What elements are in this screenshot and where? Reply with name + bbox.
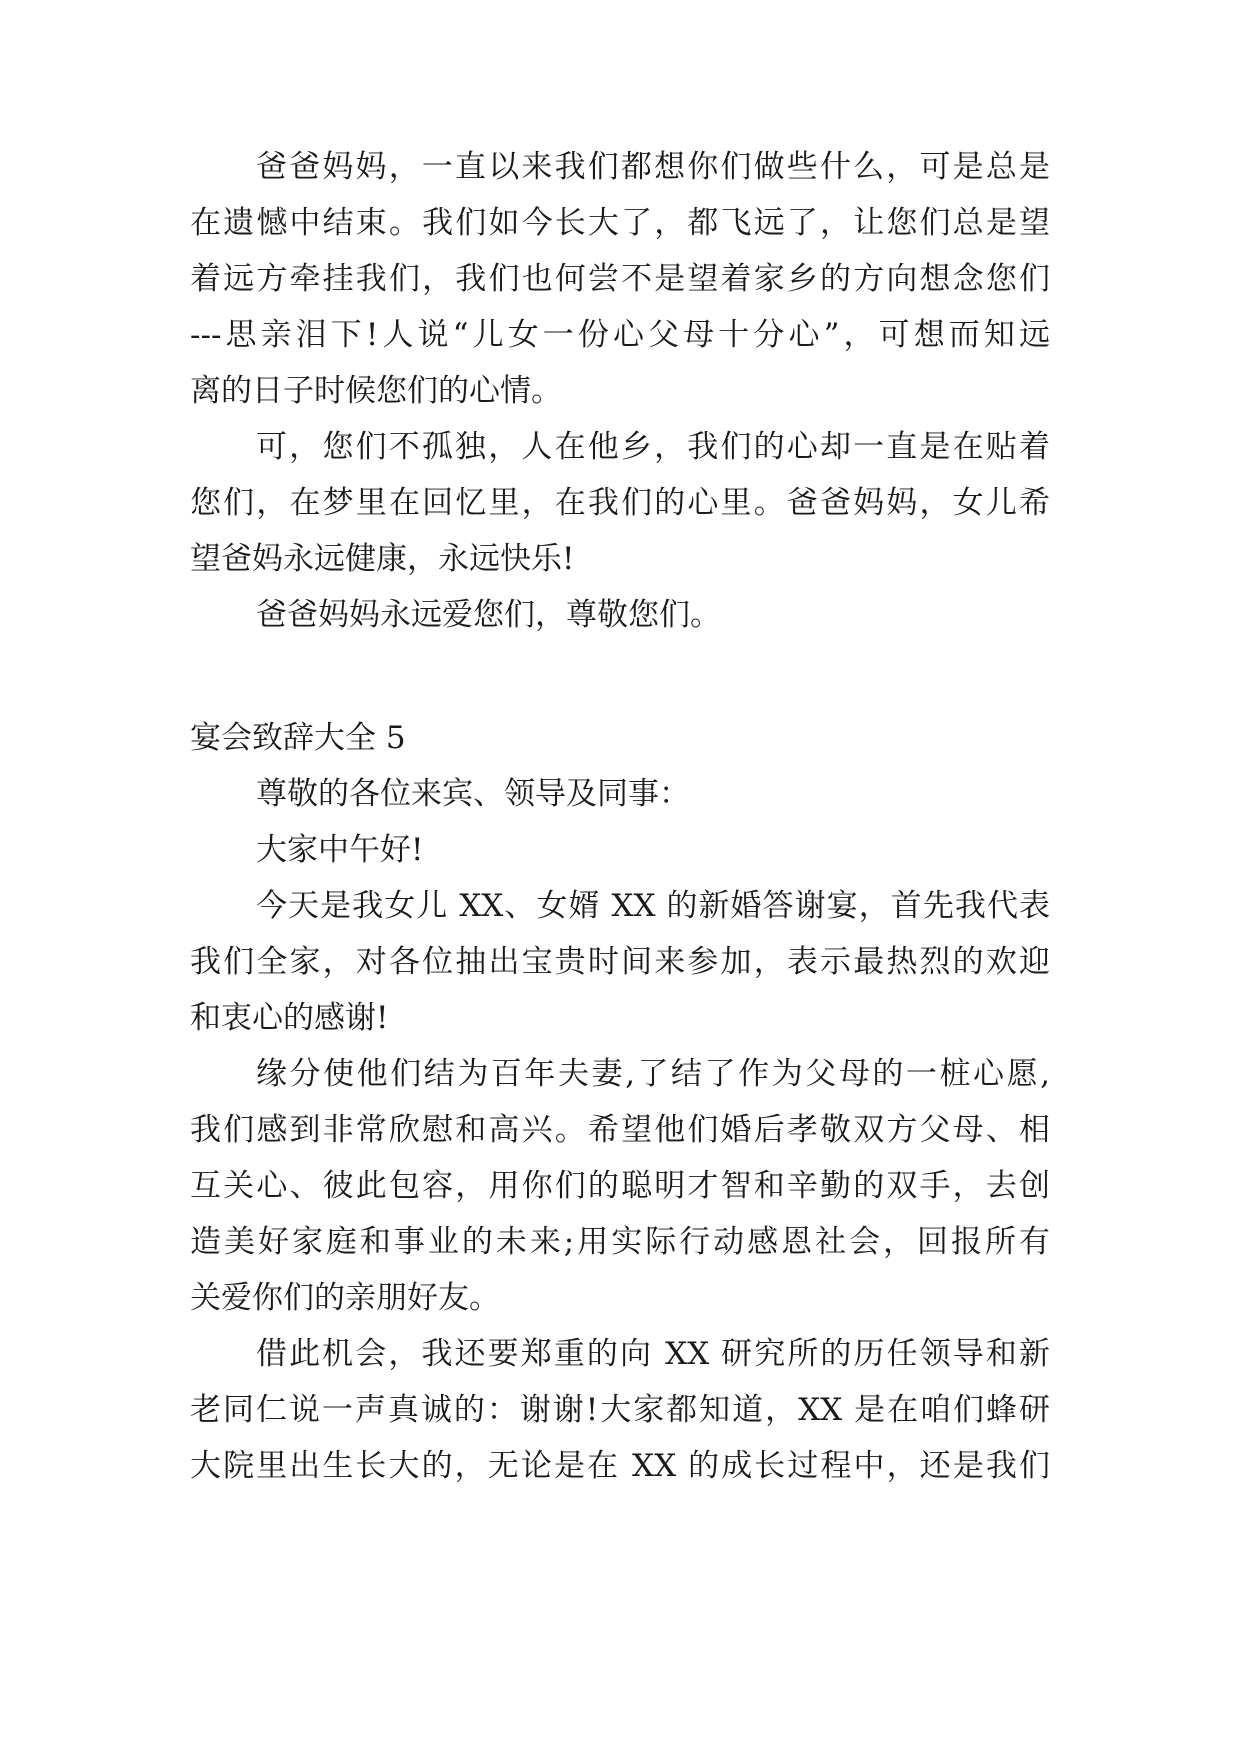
paragraph-line: 我们全家，对各位抽出宝贵时间来参加，表示最热烈的欢迎 [190, 944, 1050, 980]
section-title: 宴会致辞大全 5 [190, 720, 406, 756]
paragraph-line: 缘分使他们结为百年夫妻,了结了作为父母的一桩心愿, [256, 1056, 1050, 1092]
paragraph-line: 大院里出生长大的，无论是在 XX 的成长过程中，还是我们 [190, 1448, 1050, 1484]
paragraph-line: 互关心、彼此包容，用你们的聪明才智和辛勤的双手，去创 [190, 1168, 1050, 1204]
paragraph-line: 和衷心的感谢! [190, 1000, 389, 1036]
paragraph-line: 离的日子时候您们的心情。 [190, 373, 562, 409]
paragraph-line: 造美好家庭和事业的未来;用实际行动感恩社会，回报所有 [190, 1224, 1050, 1260]
salutation: 尊敬的各位来宾、领导及同事： [256, 776, 690, 812]
paragraph-line: 借此机会，我还要郑重的向 XX 研究所的历任领导和新 [256, 1336, 1050, 1372]
paragraph-line: ---思亲泪下!人说“儿女一份心父母十分心”，可想而知远 [190, 317, 1050, 353]
paragraph-line: 在遗憾中结束。我们如今长大了，都飞远了，让您们总是望 [190, 205, 1050, 241]
paragraph-line: 您们，在梦里在回忆里，在我们的心里。爸爸妈妈，女儿希 [190, 485, 1050, 521]
paragraph-line: 爸爸妈妈永远爱您们，尊敬您们。 [256, 597, 721, 633]
paragraph-line: 今天是我女儿 XX、女婿 XX 的新婚答谢宴，首先我代表 [256, 888, 1050, 924]
paragraph-line: 可，您们不孤独，人在他乡，我们的心却一直是在贴着 [256, 429, 1050, 465]
greeting: 大家中午好! [256, 832, 424, 868]
paragraph-line: 关爱你们的亲朋好友。 [190, 1280, 500, 1316]
paragraph-line: 着远方牵挂我们，我们也何尝不是望着家乡的方向想念您们 [190, 261, 1050, 297]
paragraph-line: 爸爸妈妈，一直以来我们都想你们做些什么，可是总是 [256, 149, 1050, 185]
paragraph-line: 我们感到非常欣慰和高兴。希望他们婚后孝敬双方父母、相 [190, 1112, 1050, 1148]
paragraph-line: 望爸妈永远健康，永远快乐! [190, 541, 575, 577]
paragraph-line: 老同仁说一声真诚的：谢谢!大家都知道，XX 是在咱们蜂研 [190, 1392, 1050, 1428]
